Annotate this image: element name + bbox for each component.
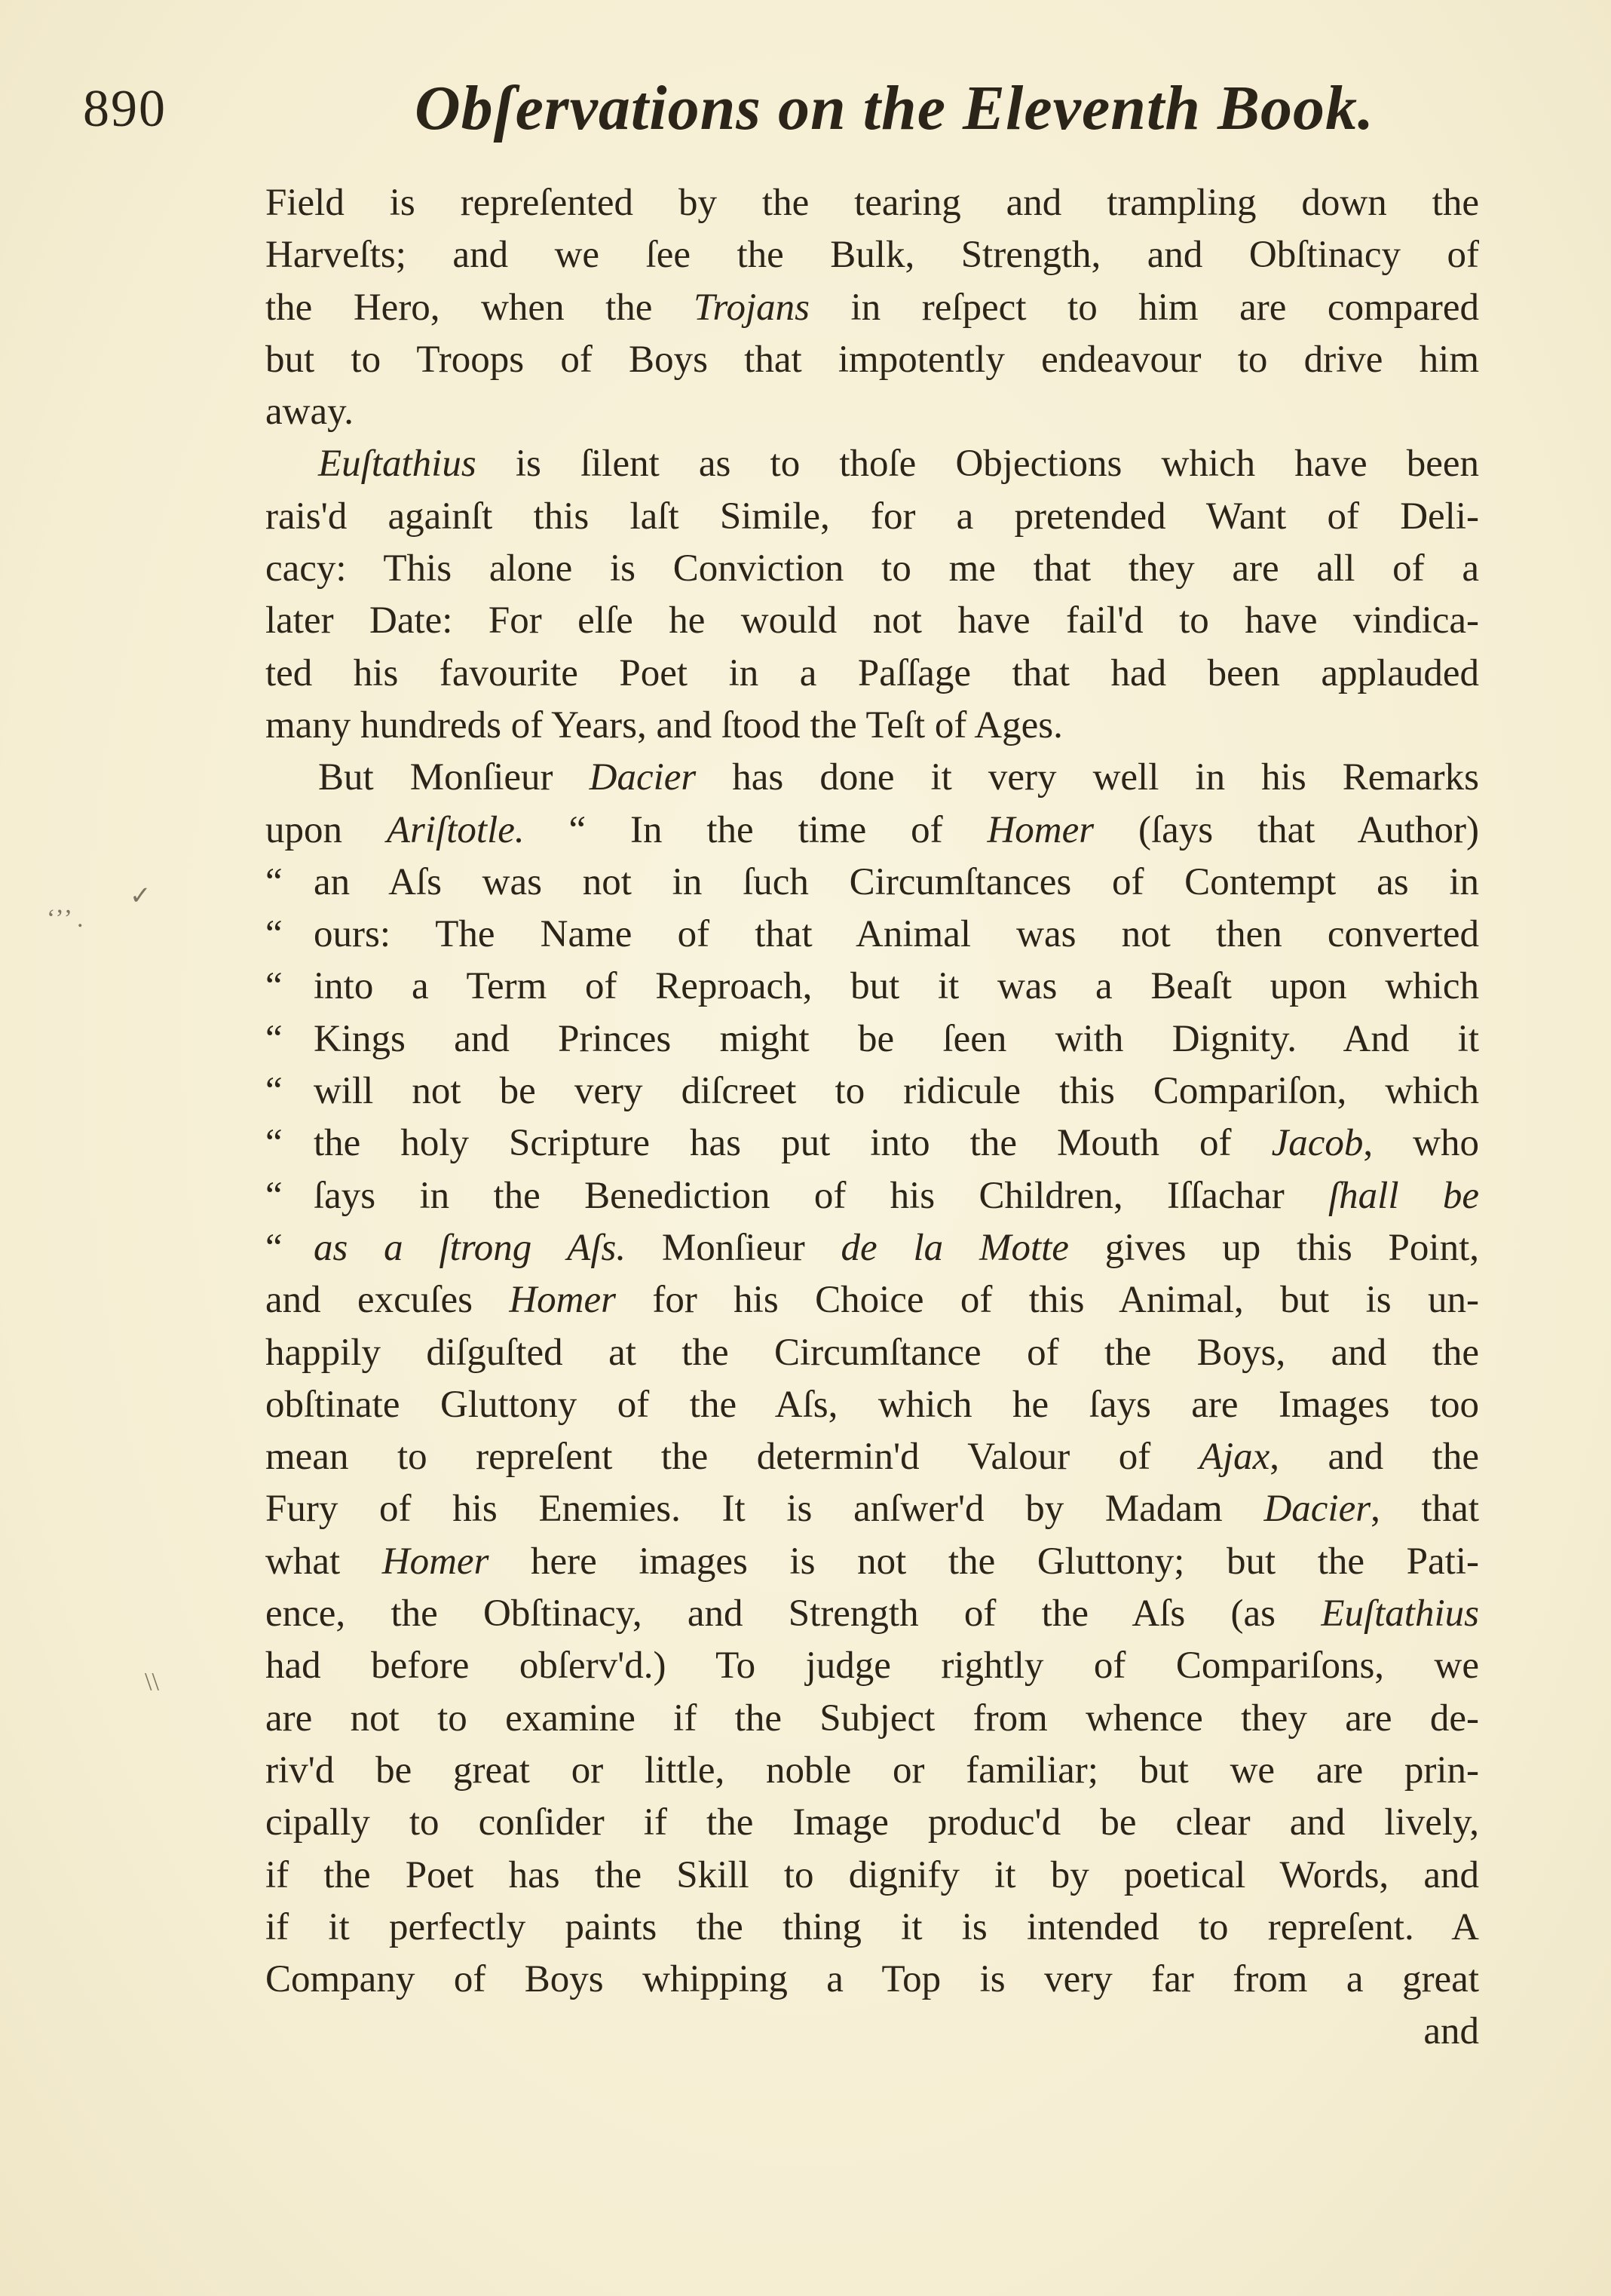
quote-mark: “ — [265, 965, 283, 1008]
text-run: here images is not the Gluttony; but the Pati- — [489, 1540, 1480, 1583]
text-run: are not to examine if the Subject from whence they are de- — [265, 1697, 1479, 1740]
text-run: for his Choice of this Animal, but is un- — [615, 1279, 1479, 1322]
italic-text: Jacob — [1271, 1122, 1364, 1165]
body-text — [265, 177, 1479, 2058]
text-run: but to Troops of Boys that impotently endeavour to drive him — [265, 338, 1479, 381]
text-line — [265, 595, 1479, 647]
text-run: But Monſieur — [318, 756, 590, 799]
text-line — [265, 1588, 1479, 1640]
text-line — [265, 177, 1479, 229]
text-run: obſtinate Gluttony of the Aſs, which he ſays are Images too — [265, 1383, 1479, 1426]
text-run: cipally to conſider if the Image produc'd be clear and lively, — [265, 1801, 1479, 1844]
text-line — [265, 1483, 1479, 1535]
page-number: 890 — [83, 80, 167, 138]
text-line — [265, 438, 1479, 490]
text-run: Harveſts; and we ſee the Bulk, Strength, and Obſtinacy of — [265, 234, 1479, 277]
italic-text: Ajax — [1199, 1436, 1270, 1479]
running-title: Obſervations on the Eleventh Book. — [415, 73, 1375, 143]
text-run: away. — [265, 391, 354, 434]
text-run: and — [1423, 2010, 1479, 2053]
text-line — [265, 1065, 1479, 1117]
text-line — [265, 1222, 1479, 1274]
text-run: into a Term of Reproach, but it was a Beaſt upon which — [314, 965, 1479, 1008]
text-run: has done it very well in his Remarks — [696, 756, 1480, 799]
text-line — [265, 543, 1479, 595]
text-run: (ſays that Author) — [1094, 808, 1480, 851]
margin-mark: ‘ʼ’ . — [47, 905, 84, 933]
text-line — [265, 648, 1479, 700]
italic-text: as a ſtrong Aſs. — [314, 1226, 626, 1269]
text-run: what — [265, 1540, 382, 1583]
text-line — [265, 386, 1479, 438]
italic-text: Homer — [987, 808, 1095, 851]
text-run: ted his favourite Poet in a Paſſage that had been applauded — [265, 651, 1479, 694]
text-run: the Hero, when the — [265, 286, 694, 329]
text-run: many hundreds of Years, and ſtood the Teſt of Ages. — [265, 704, 1063, 746]
text-run: , that — [1371, 1488, 1479, 1531]
text-run: Kings and Princes might be ſeen with Dignity. And it — [314, 1017, 1479, 1060]
text-run: “ In the time of — [524, 808, 988, 851]
text-run: if it perfectly paints the thing it is intended to repreſent. A — [265, 1905, 1479, 1948]
text-run: Fury of his Enemies. It is anſwer'd by Madam — [265, 1488, 1264, 1531]
text-run: Monſieur — [626, 1226, 841, 1269]
text-line — [265, 1850, 1479, 1902]
italic-text: ſhall be — [1328, 1174, 1479, 1217]
text-run: upon — [265, 808, 387, 851]
quote-mark: “ — [265, 1122, 283, 1165]
quote-mark: “ — [265, 1070, 283, 1113]
text-line — [265, 1170, 1479, 1222]
text-line — [265, 1902, 1479, 1954]
text-line — [265, 1954, 1479, 2006]
text-line — [265, 1274, 1479, 1326]
text-line — [265, 1431, 1479, 1483]
text-line — [265, 1327, 1479, 1379]
text-run: had before obſerv'd.) To judge rightly of Compariſons, we — [265, 1645, 1479, 1688]
text-run: riv'd be great or little, noble or familiar; but we are prin- — [265, 1749, 1479, 1792]
text-run: the holy Scripture has put into the Mouth of — [314, 1122, 1272, 1165]
text-run: will not be very diſcreet to ridicule this Compariſon, which — [314, 1070, 1479, 1113]
text-line — [265, 1797, 1479, 1849]
text-run: happily diſguſted at the Circumſtance of the Boys, and the — [265, 1331, 1479, 1374]
text-run: later Date: For elſe he would not have fail'd to have vindica- — [265, 599, 1479, 642]
text-run: if the Poet has the Skill to dignify it by poetical Words, and — [265, 1853, 1479, 1896]
text-line — [265, 1745, 1479, 1797]
italic-text: Homer — [509, 1279, 616, 1322]
italic-text: Dacier — [1263, 1488, 1371, 1531]
quote-mark: “ — [265, 913, 283, 956]
text-run: ſays in the Benediction of his Children, Iſſachar — [314, 1174, 1329, 1217]
text-run: is ſilent as to thoſe Objections which have been — [476, 443, 1479, 486]
italic-text: Euſtathius — [1321, 1592, 1479, 1635]
italic-text: Homer — [381, 1540, 489, 1583]
quote-mark: “ — [265, 860, 283, 903]
text-run: , and the — [1270, 1436, 1479, 1479]
text-line — [265, 1536, 1479, 1588]
text-line — [265, 857, 1479, 909]
text-line — [265, 229, 1479, 281]
text-run: and excuſes — [265, 1279, 510, 1322]
text-run: cacy: This alone is Conviction to me that they are all of a — [265, 547, 1479, 590]
text-run: Company of Boys whipping a Top is very far from a great — [265, 1958, 1479, 2001]
italic-text: Ariſtotle. — [386, 808, 525, 851]
text-line — [265, 909, 1479, 961]
text-run: mean to repreſent the determin'd Valour of — [265, 1436, 1199, 1479]
text-run: rais'd againſt this laſt Simile, for a pretended Want of Deli- — [265, 495, 1479, 538]
quote-mark: “ — [265, 1226, 283, 1269]
text-run: ence, the Obſtinacy, and Strength of the Aſs (as — [265, 1592, 1322, 1635]
text-line — [265, 961, 1479, 1013]
text-run: an Aſs was not in ſuch Circumſtances of Contempt as in — [314, 860, 1479, 903]
text-line — [265, 1013, 1479, 1065]
italic-text: Dacier — [589, 756, 697, 799]
page-header — [83, 72, 1530, 155]
text-line — [265, 1117, 1479, 1169]
margin-mark: \\ — [145, 1668, 159, 1696]
text-line — [265, 1640, 1479, 1692]
italic-text: Trojans — [693, 286, 810, 329]
text-run: Field is repreſented by the tearing and trampling down the — [265, 182, 1479, 224]
text-line — [265, 805, 1479, 857]
text-line — [265, 334, 1479, 386]
catchword — [265, 2006, 1479, 2058]
text-run: in reſpect to him are compared — [810, 286, 1479, 329]
italic-text: de la Motte — [841, 1226, 1069, 1269]
text-line — [265, 700, 1479, 752]
text-line — [265, 491, 1479, 543]
text-line — [265, 752, 1479, 804]
quote-mark: “ — [265, 1174, 283, 1217]
text-run: ours: The Name of that Animal was not then converted — [314, 913, 1479, 956]
text-line — [265, 1379, 1479, 1431]
margin-check-mark: ✓ — [130, 882, 152, 910]
text-line — [265, 282, 1479, 334]
quote-mark: “ — [265, 1017, 283, 1060]
text-run: gives up this Point, — [1068, 1226, 1480, 1269]
italic-text: Euſtathius — [318, 443, 476, 486]
text-line — [265, 1693, 1479, 1745]
text-run: , who — [1363, 1122, 1479, 1165]
